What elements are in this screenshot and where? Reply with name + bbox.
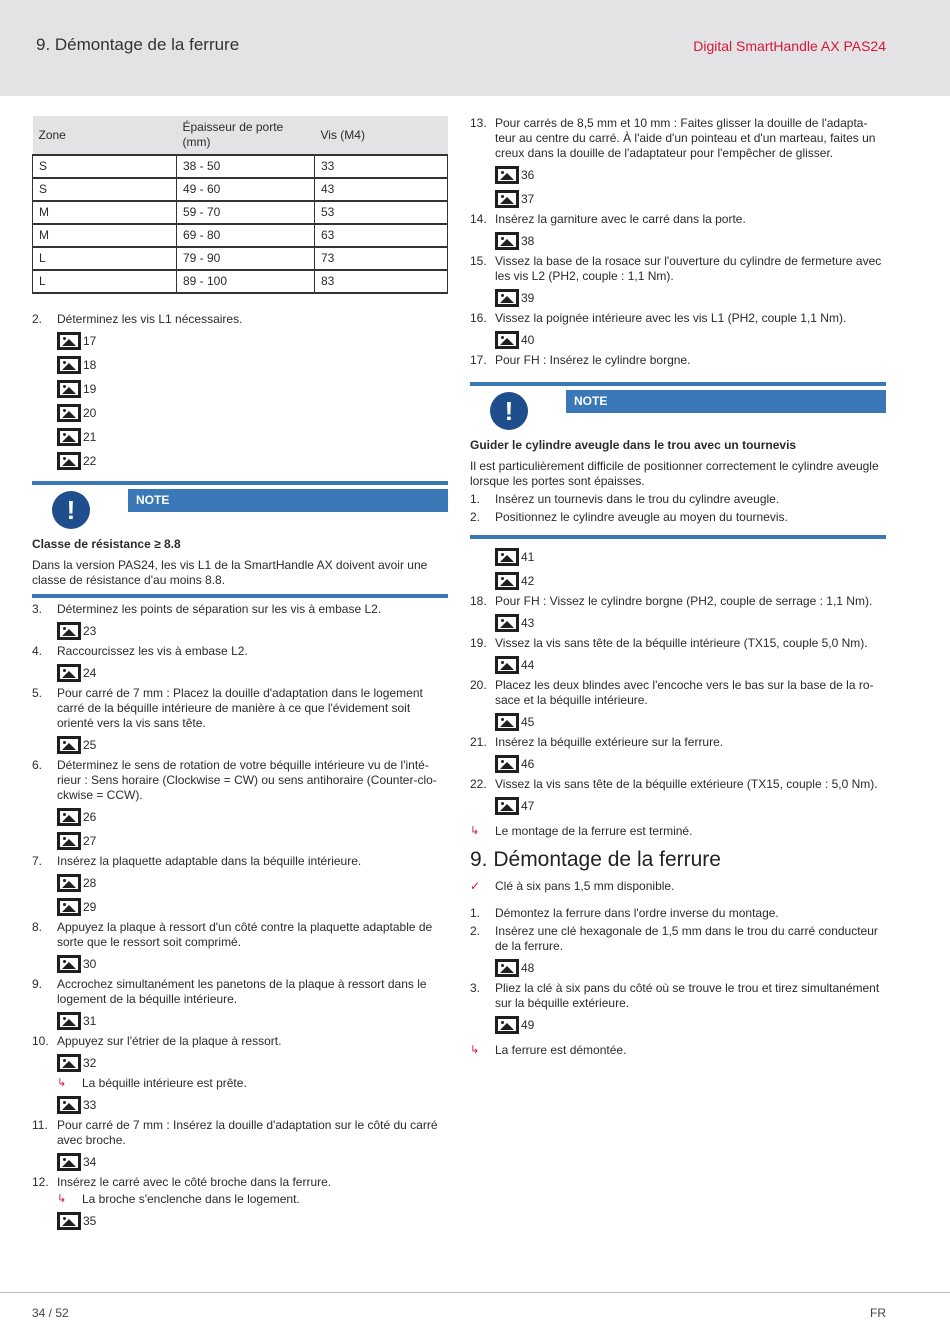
step-text: Pliez la clé à six pans du côté où se trouve le trou et tirez simultanément sur la béquille extérieure. — [495, 981, 880, 1010]
left-column — [32, 116, 448, 1234]
note-step — [470, 492, 886, 507]
figure-number: 25 — [83, 737, 97, 752]
step-number: 15. — [470, 254, 487, 268]
image-placeholder — [495, 571, 886, 591]
note-step — [470, 510, 886, 525]
image-icon — [495, 755, 519, 773]
dismount-step-1 — [470, 906, 886, 921]
image-icon — [495, 1016, 519, 1034]
dismount-result — [470, 1043, 886, 1058]
step-text: Pour carrés de 8,5 mm et 10 mm : Faites glisser la douille de l'adapta-teur au centre du carré. À l'aide d'un pointeau et d'un marteau, faites un creux dans la douille de l'adaptateur pour l'empêcher de glisser. — [495, 116, 876, 160]
image-placeholder — [495, 613, 886, 633]
note-top-bar — [470, 382, 886, 386]
dismount-step-3 — [470, 981, 886, 1011]
image-icon — [57, 452, 81, 470]
image-icon — [57, 664, 81, 682]
image-placeholder — [495, 189, 886, 209]
step-text: Insérez la béquille extérieure sur la ferrure. — [495, 735, 724, 749]
figure-number: 20 — [83, 405, 97, 420]
step-number: 18. — [470, 594, 487, 608]
step-number: 7. — [32, 854, 43, 868]
figure-number: 17 — [83, 333, 97, 348]
cell: 43 — [315, 178, 448, 201]
section-title: 9. Démontage de la ferrure — [470, 848, 721, 871]
figure-number: 35 — [83, 1213, 97, 1228]
step-21 — [470, 735, 886, 750]
cell: L — [33, 270, 177, 293]
note-heading: Classe de résistance ≥ 8.8 — [32, 537, 181, 551]
step-14 — [470, 212, 886, 227]
image-placeholder — [57, 1011, 448, 1031]
image-placeholder — [57, 355, 448, 375]
cell: 69 - 80 — [177, 224, 315, 247]
image-placeholder — [57, 735, 448, 755]
cell: 63 — [315, 224, 448, 247]
cell: 73 — [315, 247, 448, 270]
cell: 38 - 50 — [177, 155, 315, 178]
table-row — [33, 155, 448, 178]
image-icon — [57, 356, 81, 374]
image-placeholder — [495, 712, 886, 732]
image-icon — [57, 808, 81, 826]
result-arrow-icon: ↳ — [57, 1077, 67, 1089]
result-arrow-icon: ↳ — [470, 825, 480, 837]
image-placeholder — [57, 621, 448, 641]
image-placeholder — [495, 655, 886, 675]
image-placeholder — [57, 379, 448, 399]
result-arrow-icon: ↳ — [57, 1193, 67, 1205]
step-number: 22. — [470, 777, 487, 791]
image-placeholder — [57, 451, 448, 471]
image-icon — [495, 548, 519, 566]
step-text: Pour carré de 7 mm : Insérez la douille d'adaptation sur le côté du carré avec broche. — [57, 1118, 438, 1147]
step-13 — [470, 116, 886, 161]
exclamation-icon: ! — [52, 491, 90, 529]
result-text: La broche s'enclenche dans le logement. — [82, 1192, 300, 1206]
image-icon — [57, 332, 81, 350]
step-number: 10. — [32, 1034, 49, 1048]
mount-result — [470, 824, 886, 839]
cell: 49 - 60 — [177, 178, 315, 201]
image-icon — [57, 1054, 81, 1072]
image-icon — [495, 656, 519, 674]
image-icon — [495, 166, 519, 184]
table-header-thickness: Épaisseur de porte (mm) — [177, 116, 315, 155]
prerequisite — [470, 879, 886, 894]
step-4 — [32, 644, 448, 659]
step-text: Placez les deux blindes avec l'encoche vers le bas sur la base de la ro-sace et la béquille intérieure. — [495, 678, 874, 707]
step-text: Insérez un tournevis dans le trou du cylindre aveugle. — [495, 492, 780, 506]
figure-number: 45 — [521, 714, 535, 729]
figure-number: 28 — [83, 875, 97, 890]
step-5 — [32, 686, 448, 731]
step-text: Vissez la poignée intérieure avec les vis L1 (PH2, couple 1,1 Nm). — [495, 311, 847, 325]
figure-number: 30 — [83, 956, 97, 971]
image-placeholder — [57, 1211, 448, 1231]
image-placeholder — [57, 873, 448, 893]
image-icon — [57, 1012, 81, 1030]
step-number: 1. — [470, 906, 481, 920]
step-text: Raccourcissez les vis à embase L2. — [57, 644, 248, 658]
step-text: Positionnez le cylindre aveugle au moyen du tournevis. — [495, 510, 788, 524]
step-number: 3. — [32, 602, 43, 616]
note-heading: Guider le cylindre aveugle dans le trou avec un tournevis — [470, 438, 797, 452]
step-number: 5. — [32, 686, 43, 700]
image-icon — [57, 622, 81, 640]
step-result — [57, 1192, 448, 1207]
image-placeholder — [495, 796, 886, 816]
step-text: Pour FH : Vissez le cylindre borgne (PH2, couple de serrage : 1,1 Nm). — [495, 594, 873, 608]
note-body: Dans la version PAS24, les vis L1 de la SmartHandle AX doivent avoir une classe de résistance d'au moins 8.8. — [32, 558, 428, 587]
figure-number: 33 — [83, 1097, 97, 1112]
step-12 — [32, 1175, 448, 1190]
figure-number: 19 — [83, 381, 97, 396]
step-number: 16. — [470, 311, 487, 325]
figure-number: 43 — [521, 615, 535, 630]
step-result — [57, 1076, 448, 1091]
table-row — [33, 201, 448, 224]
image-placeholder — [495, 231, 886, 251]
image-placeholder — [495, 330, 886, 350]
image-icon — [495, 232, 519, 250]
step-number: 17. — [470, 353, 487, 367]
page-number: 34 / 52 — [32, 1306, 69, 1320]
cell: 89 - 100 — [177, 270, 315, 293]
prerequisite-text: Clé à six pans 1,5 mm disponible. — [495, 879, 675, 893]
header-brand: Digital SmartHandle AX PAS24 — [693, 38, 886, 54]
step-number: 13. — [470, 116, 487, 130]
step-17 — [470, 353, 886, 368]
image-placeholder — [495, 288, 886, 308]
image-icon — [57, 832, 81, 850]
image-placeholder — [57, 331, 448, 351]
step-text: Déterminez les points de séparation sur les vis à embase L2. — [57, 602, 382, 616]
step-text: Appuyez sur l'étrier de la plaque à ressort. — [57, 1034, 282, 1048]
cell: S — [33, 155, 177, 178]
image-icon — [57, 404, 81, 422]
figure-number: 29 — [83, 899, 97, 914]
figure-number: 24 — [83, 665, 97, 680]
step-text: Insérez la plaquette adaptable dans la béquille intérieure. — [57, 854, 362, 868]
image-icon — [57, 1096, 81, 1114]
table-header-screw: Vis (M4) — [315, 116, 448, 155]
image-icon — [495, 331, 519, 349]
image-placeholder — [495, 754, 886, 774]
figure-number: 40 — [521, 332, 535, 347]
figure-number: 18 — [83, 357, 97, 372]
step-text: Pour FH : Insérez le cylindre borgne. — [495, 353, 691, 367]
step-20 — [470, 678, 886, 708]
image-icon — [57, 955, 81, 973]
figure-number: 38 — [521, 233, 535, 248]
language-code: FR — [870, 1306, 886, 1320]
step-19 — [470, 636, 886, 651]
step-22 — [470, 777, 886, 792]
step-number: 1. — [470, 492, 481, 506]
step-text: Vissez la base de la rosace sur l'ouverture du cylindre de fermeture avec les vis L2 (PH2, couple : 1,1 Nm). — [495, 254, 882, 283]
image-icon — [57, 380, 81, 398]
image-icon — [495, 713, 519, 731]
image-placeholder — [57, 1053, 448, 1073]
step-16 — [470, 311, 886, 326]
step-number: 11. — [32, 1118, 48, 1132]
step-number: 2. — [32, 312, 43, 326]
result-arrow-icon: ↳ — [470, 1044, 480, 1056]
step-8 — [32, 920, 448, 950]
cell: 59 - 70 — [177, 201, 315, 224]
check-icon: ✓ — [470, 879, 481, 893]
cell: L — [33, 247, 177, 270]
step-number: 2. — [470, 924, 481, 938]
step-text: Insérez le carré avec le côté broche dans la ferrure. — [57, 1175, 332, 1189]
screw-table — [32, 116, 448, 294]
step-9 — [32, 977, 448, 1007]
step-number: 14. — [470, 212, 487, 226]
note-box — [32, 481, 448, 598]
step-text: Insérez une clé hexagonale de 1,5 mm dans le trou du carré conducteur de la ferrure. — [495, 924, 878, 953]
note-body: Il est particulièrement difficile de positionner correctement le cylindre aveugle lorsque les portes sont épaisses. — [470, 459, 879, 488]
figure-number: 36 — [521, 167, 535, 182]
note-label: NOTE — [128, 489, 448, 512]
image-placeholder — [57, 1095, 448, 1115]
image-placeholder — [495, 958, 886, 978]
cell: 83 — [315, 270, 448, 293]
result-text: La ferrure est démontée. — [495, 1043, 627, 1057]
figure-number: 48 — [521, 960, 535, 975]
cell: 79 - 90 — [177, 247, 315, 270]
step-number: 21. — [470, 735, 487, 749]
step-7 — [32, 854, 448, 869]
page-header — [0, 0, 950, 96]
figure-number: 34 — [83, 1154, 97, 1169]
result-text: Le montage de la ferrure est terminé. — [495, 824, 693, 838]
figure-number: 27 — [83, 833, 97, 848]
image-icon — [495, 289, 519, 307]
step-number: 12. — [32, 1175, 49, 1189]
step-text: Pour carré de 7 mm : Placez la douille d'adaptation dans le logement carré de la béquille intérieure de manière à ce que l'évidement soit orienté vers la vis sans tête. — [57, 686, 423, 730]
table-row — [33, 270, 448, 293]
step-number: 9. — [32, 977, 43, 991]
figure-number: 21 — [83, 429, 97, 444]
note-box — [470, 382, 886, 539]
figure-number: 49 — [521, 1017, 535, 1032]
image-icon — [57, 428, 81, 446]
image-icon — [57, 736, 81, 754]
right-column — [470, 116, 886, 1060]
image-placeholder — [57, 831, 448, 851]
dismount-step-2 — [470, 924, 886, 954]
image-placeholder — [57, 807, 448, 827]
step-2 — [32, 312, 448, 327]
image-icon — [57, 874, 81, 892]
step-number: 19. — [470, 636, 487, 650]
figure-number: 32 — [83, 1055, 97, 1070]
step-number: 8. — [32, 920, 43, 934]
image-icon — [495, 614, 519, 632]
step-text: Insérez la garniture avec le carré dans la porte. — [495, 212, 746, 226]
image-placeholder — [495, 1015, 886, 1035]
cell: 53 — [315, 201, 448, 224]
header-title: 9. Démontage de la ferrure — [36, 35, 240, 54]
image-icon — [57, 898, 81, 916]
figure-number: 42 — [521, 573, 535, 588]
image-icon — [495, 797, 519, 815]
image-icon — [495, 190, 519, 208]
step-number: 6. — [32, 758, 43, 772]
table-row — [33, 178, 448, 201]
step-15 — [470, 254, 886, 284]
cell: M — [33, 201, 177, 224]
image-icon — [495, 572, 519, 590]
step-number: 3. — [470, 981, 481, 995]
figure-number: 39 — [521, 290, 535, 305]
cell: S — [33, 178, 177, 201]
step-text: Déterminez le sens de rotation de votre béquille intérieure vu de l'inté-rieur : Sens horaire (Clockwise = CW) ou sens antihoraire (Counter-clo-ckwise = CCW). — [57, 758, 437, 802]
footer-divider — [0, 1292, 950, 1293]
step-11 — [32, 1118, 448, 1148]
image-icon — [495, 959, 519, 977]
cell: M — [33, 224, 177, 247]
image-placeholder — [57, 427, 448, 447]
table-header-zone: Zone — [33, 116, 177, 155]
image-placeholder — [57, 1152, 448, 1172]
figure-number: 31 — [83, 1013, 97, 1028]
step-number: 4. — [32, 644, 43, 658]
cell: 33 — [315, 155, 448, 178]
table-row — [33, 224, 448, 247]
figure-number: 22 — [83, 453, 97, 468]
step-text: Appuyez la plaque à ressort d'un côté contre la plaquette adaptable de sorte que le ressort soit comprimé. — [57, 920, 433, 949]
figure-number: 37 — [521, 191, 535, 206]
step-18 — [470, 594, 886, 609]
exclamation-icon: ! — [490, 392, 528, 430]
step-text: Accrochez simultanément les panetons de la plaque à ressort dans le logement de la béquille intérieure. — [57, 977, 427, 1006]
image-icon — [57, 1212, 81, 1230]
step-number: 2. — [470, 510, 481, 524]
image-icon — [57, 1153, 81, 1171]
result-text: La béquille intérieure est prête. — [82, 1076, 247, 1090]
figure-number: 47 — [521, 798, 535, 813]
image-placeholder — [57, 897, 448, 917]
note-top-bar — [32, 481, 448, 485]
step-text: Démontez la ferrure dans l'ordre inverse du montage. — [495, 906, 779, 920]
figure-number: 44 — [521, 657, 535, 672]
figure-number: 23 — [83, 623, 97, 638]
figure-number: 26 — [83, 809, 97, 824]
step-6 — [32, 758, 448, 803]
image-placeholder — [57, 663, 448, 683]
image-placeholder — [495, 165, 886, 185]
step-text: Vissez la vis sans tête de la béquille extérieure (TX15, couple : 5,0 Nm). — [495, 777, 878, 791]
figure-number: 41 — [521, 549, 535, 564]
step-number: 20. — [470, 678, 487, 692]
image-placeholder — [57, 403, 448, 423]
figure-number: 46 — [521, 756, 535, 771]
step-text: Déterminez les vis L1 nécessaires. — [57, 312, 243, 326]
step-10 — [32, 1034, 448, 1049]
step-3 — [32, 602, 448, 617]
image-placeholder — [495, 547, 886, 567]
step-text: Vissez la vis sans tête de la béquille intérieure (TX15, couple 5,0 Nm). — [495, 636, 868, 650]
table-row — [33, 247, 448, 270]
image-placeholder — [57, 954, 448, 974]
note-label: NOTE — [566, 390, 886, 413]
